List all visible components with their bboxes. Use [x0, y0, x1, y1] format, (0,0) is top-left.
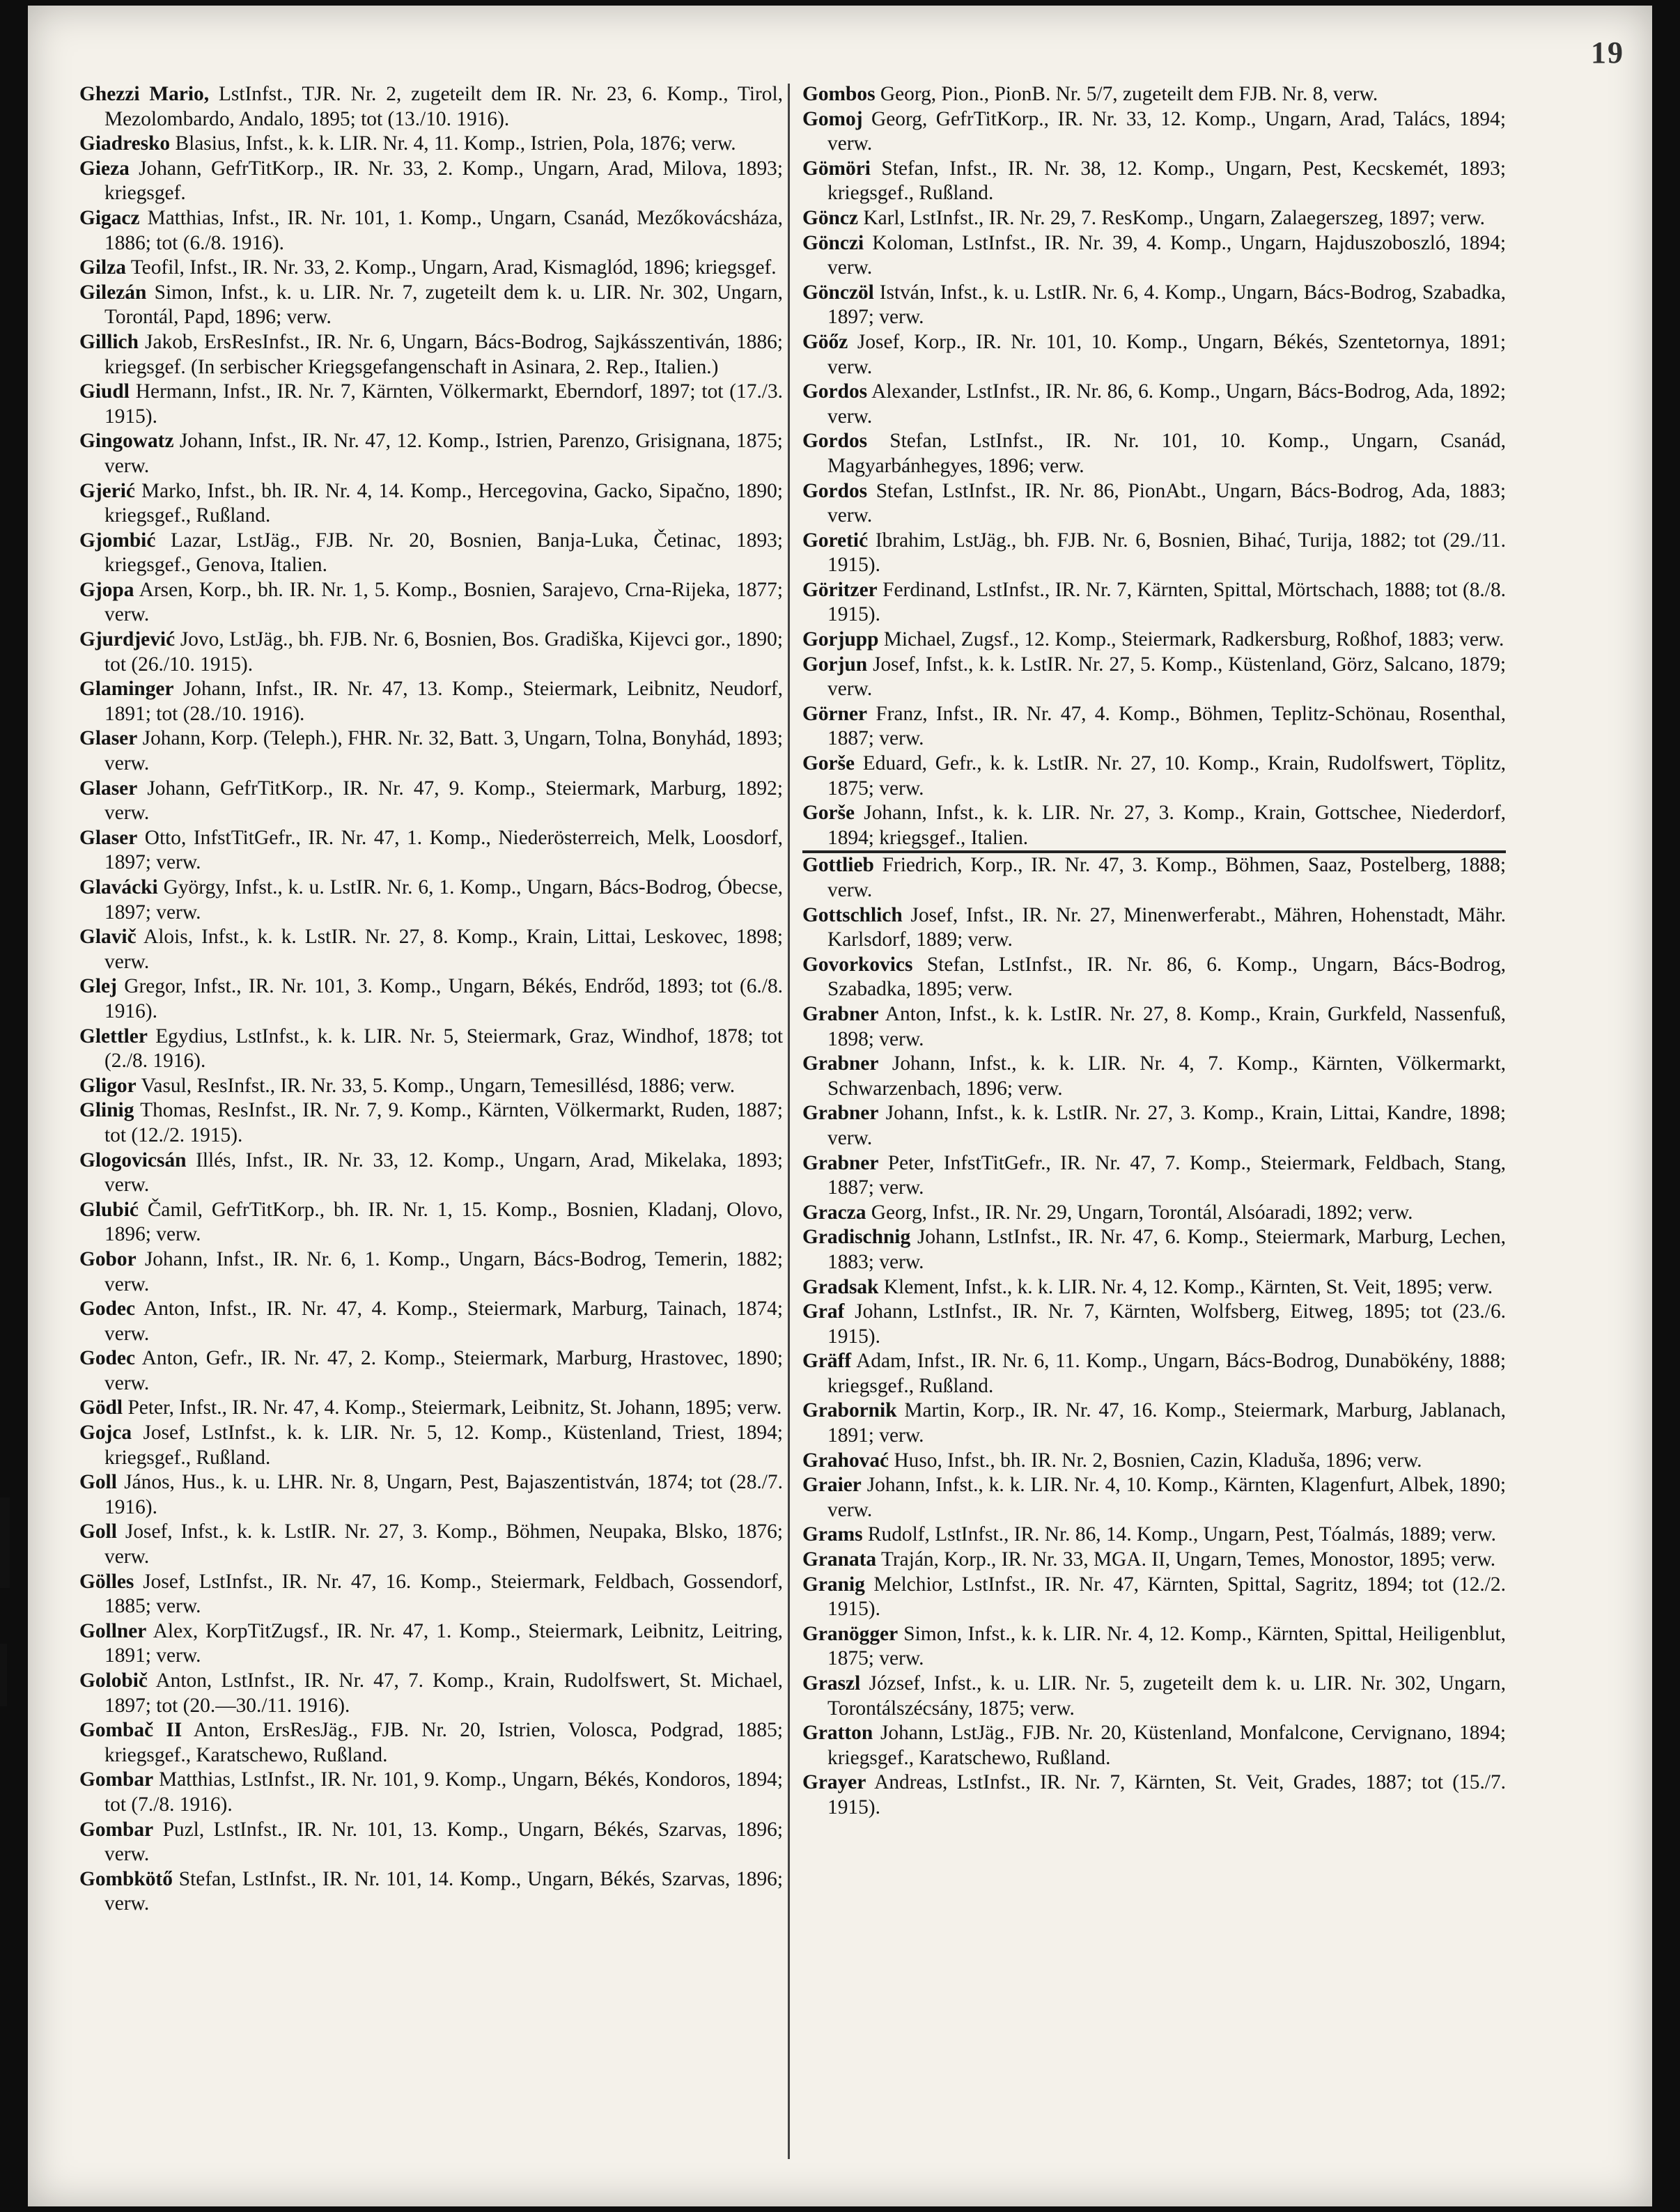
register-entry — [802, 1672, 1506, 1721]
entry-details: Johann, Infst., k. k. LIR. Nr. 4, 7. Komp., Kärnten, Völkermarkt, Schwarzenbach, 1896; verw. — [827, 1052, 1506, 1100]
entry-surname: Gilezán — [79, 281, 147, 304]
entry-surname: Gracza — [802, 1201, 866, 1224]
page-edge-mark — [0, 1644, 7, 1706]
register-entry — [79, 974, 783, 1024]
entry-surname: Granig — [802, 1573, 865, 1596]
entry-details: Matthias, LstInfst., IR. Nr. 101, 9. Komp., Ungarn, Békés, Kondoros, 1894; tot (7./8. 1916). — [104, 1768, 783, 1816]
register-entry — [79, 206, 783, 256]
entry-surname: Graf — [802, 1300, 845, 1323]
register-entry — [802, 82, 1506, 107]
entry-details: Johann, GefrTitKorp., IR. Nr. 47, 9. Komp., Steiermark, Marburg, 1892; verw. — [104, 777, 783, 825]
entry-details: Lazar, LstJäg., FJB. Nr. 20, Bosnien, Banja-Luka, Četinac, 1893; kriegsgef., Genova, Italien. — [104, 529, 783, 577]
entry-surname: Giadresko — [79, 132, 171, 155]
entry-details: Stefan, LstInfst., IR. Nr. 86, 6. Komp., Ungarn, Bács-Bodrog, Szabadka, 1895; verw. — [827, 953, 1506, 1001]
entry-surname: Gödl — [79, 1396, 123, 1419]
entry-surname: Gönczi — [802, 231, 864, 254]
entry-details: József, Infst., k. u. LIR. Nr. 5, zugeteilt dem k. u. LIR. Nr. 302, Ungarn, Torontálszécsány, 1875; verw. — [827, 1672, 1506, 1720]
register-entry — [802, 1300, 1506, 1349]
entry-surname: Glaser — [79, 777, 138, 800]
register-entry — [802, 1399, 1506, 1448]
entry-surname: Godec — [79, 1347, 135, 1370]
register-entry — [79, 82, 783, 132]
entry-details: Karl, LstInfst., IR. Nr. 29, 7. ResKomp., Ungarn, Zalaegerszeg, 1897; verw. — [863, 206, 1486, 229]
register-entry — [802, 1573, 1506, 1622]
register-entry — [802, 1449, 1506, 1474]
register-entry — [79, 578, 783, 628]
entry-surname: Glaser — [79, 826, 138, 849]
register-entry — [79, 1669, 783, 1718]
register-entry — [802, 1275, 1506, 1300]
register-entry — [802, 1473, 1506, 1522]
entry-surname: Gönczöl — [802, 281, 874, 304]
register-entry — [802, 1101, 1506, 1151]
register-entry — [79, 1074, 783, 1099]
entry-details: Georg, Pion., PionB. Nr. 5/7, zugeteilt dem FJB. Nr. 8, verw. — [880, 83, 1378, 105]
register-entry — [802, 1052, 1506, 1101]
entry-details: Puzl, LstInfst., IR. Nr. 101, 13. Komp., Ungarn, Békés, Szarvas, 1896; verw. — [104, 1818, 783, 1866]
entry-details: LstInfst., TJR. Nr. 2, zugeteilt dem IR. Nr. 23, 6. Komp., Tirol, Mezolombardo, Andalo, 1895; tot (13./10. 1916). — [104, 83, 783, 130]
register-entry — [79, 1570, 783, 1619]
entry-details: Johann, Infst., IR. Nr. 6, 1. Komp., Ungarn, Bács-Bodrog, Temerin, 1882; verw. — [104, 1247, 783, 1295]
entry-details: Johann, Infst., IR. Nr. 47, 13. Komp., Steiermark, Leibnitz, Neudorf, 1891; tot (28./10. 1916). — [104, 678, 783, 725]
entry-surname: Graszl — [802, 1672, 861, 1695]
entry-surname: Glubić — [79, 1198, 139, 1221]
entry-details: Josef, Korp., IR. Nr. 101, 10. Komp., Ungarn, Békés, Szentetornya, 1891; verw. — [827, 330, 1506, 378]
entry-details: Stefan, LstInfst., IR. Nr. 101, 14. Komp., Ungarn, Békés, Szarvas, 1896; verw. — [104, 1867, 783, 1915]
register-entry — [802, 1721, 1506, 1770]
entry-surname: Gombar — [79, 1818, 154, 1841]
register-entry — [802, 1548, 1506, 1573]
register-entry — [802, 479, 1506, 529]
register-entry — [79, 628, 783, 677]
entry-details: Johann, Infst., k. k. LIR. Nr. 27, 3. Komp., Krain, Gottschee, Niederdorf, 1894; kriegsgef., Italien. — [827, 802, 1506, 849]
entry-details: Thomas, ResInfst., IR. Nr. 7, 9. Komp., Kärnten, Völkermarkt, Ruden, 1887; tot (12./2. 1915). — [104, 1099, 783, 1146]
register-entry — [802, 702, 1506, 751]
entry-surname: Gottschlich — [802, 903, 903, 926]
entry-details: Simon, Infst., k. u. LIR. Nr. 7, zugeteilt dem k. u. LIR. Nr. 302, Ungarn, Torontál, Papd, 1896; verw. — [104, 281, 783, 329]
entry-surname: Gligor — [79, 1074, 137, 1097]
entry-details: Klement, Infst., k. k. LIR. Nr. 4, 12. Komp., Kärnten, St. Veit, 1895; verw. — [883, 1275, 1493, 1298]
entry-surname: Granata — [802, 1548, 877, 1571]
register-entry — [79, 1768, 783, 1817]
entry-details: Anton, ErsResJäg., FJB. Nr. 20, Istrien, Volosca, Podgrad, 1885; kriegsgef., Karatschewo, Rußland. — [104, 1719, 783, 1766]
entry-details: Melchior, LstInfst., IR. Nr. 47, Kärnten, Spittal, Sagritz, 1894; tot (12./2. 1915). — [827, 1573, 1506, 1621]
register-entry — [79, 1818, 783, 1867]
entry-details: Josef, LstInfst., IR. Nr. 47, 16. Komp., Steiermark, Feldbach, Gossendorf, 1885; verw. — [104, 1570, 783, 1618]
register-entry — [79, 1619, 783, 1669]
entry-details: Illés, Infst., IR. Nr. 33, 12. Komp., Ungarn, Arad, Mikelaka, 1893; verw. — [104, 1148, 783, 1197]
entry-surname: Gomoj — [802, 107, 863, 130]
entry-details: Friedrich, Korp., IR. Nr. 47, 3. Komp., Böhmen, Saaz, Postelberg, 1888; verw. — [827, 854, 1506, 901]
register-entry — [79, 1025, 783, 1074]
page-edge-mark — [0, 1497, 10, 1588]
register-entry — [79, 1346, 783, 1396]
entry-surname: Gojca — [79, 1422, 132, 1444]
entry-surname: Goretić — [802, 529, 869, 552]
entry-surname: Gigacz — [79, 206, 140, 229]
entry-details: Simon, Infst., k. k. LIR. Nr. 4, 12. Komp., Kärnten, Spittal, Heiligenblut, 1875; verw. — [827, 1622, 1506, 1670]
entry-surname: Gobor — [79, 1247, 137, 1270]
register-entry — [802, 578, 1506, 628]
entry-details: Čamil, GefrTitKorp., bh. IR. Nr. 1, 15. Komp., Bosnien, Kladanj, Olovo, 1896; verw. — [104, 1198, 783, 1246]
entry-surname: Gräff — [802, 1350, 852, 1373]
register-entry — [802, 231, 1506, 281]
register-entry — [802, 1770, 1506, 1820]
entry-details: Johann, Infst., IR. Nr. 47, 12. Komp., Istrien, Parenzo, Grisignana, 1875; verw. — [104, 430, 783, 477]
entry-surname: Glinig — [79, 1099, 134, 1122]
entry-surname: Gradsak — [802, 1275, 879, 1298]
register-entry — [802, 903, 1506, 953]
entry-details: Alex, KorpTitZugsf., IR. Nr. 47, 1. Komp., Steiermark, Leibnitz, Leitring, 1891; verw. — [104, 1619, 783, 1667]
entry-surname: Gjombić — [79, 529, 156, 552]
register-entry — [79, 1867, 783, 1917]
register-entry — [79, 132, 783, 157]
right-column — [802, 82, 1506, 1821]
entry-details: Anton, Infst., k. k. LstIR. Nr. 27, 8. Komp., Krain, Gurkfeld, Nassenfuß, 1898; verw. — [827, 1002, 1506, 1050]
entry-details: Michael, Zugsf., 12. Komp., Steiermark, Radkersburg, Roßhof, 1883; verw. — [883, 628, 1504, 651]
register-entry — [79, 256, 783, 281]
entry-details: Josef, Infst., k. k. LstIR. Nr. 27, 3. Komp., Böhmen, Neupaka, Blsko, 1876; verw. — [104, 1520, 783, 1568]
column-divider — [788, 84, 790, 2159]
entry-surname: Godec — [79, 1298, 135, 1321]
entry-surname: Grayer — [802, 1771, 866, 1794]
entry-details: Franz, Infst., IR. Nr. 47, 4. Komp., Böhmen, Teplitz-Schönau, Rosenthal, 1887; verw. — [827, 702, 1507, 750]
register-entry — [802, 801, 1506, 853]
entry-surname: Gordos — [802, 380, 868, 403]
register-entry — [79, 1198, 783, 1247]
entry-details: Andreas, LstInfst., IR. Nr. 7, Kärnten, St. Veit, Grades, 1887; tot (15./7. 1915). — [827, 1771, 1506, 1818]
entry-details: Arsen, Korp., bh. IR. Nr. 1, 5. Komp., Bosnien, Sarajevo, Crna-Rijeka, 1877; verw. — [104, 578, 783, 626]
entry-details: Georg, Infst., IR. Nr. 29, Ungarn, Torontál, Alsóaradi, 1892; verw. — [871, 1201, 1413, 1224]
entry-details: Josef, Infst., k. k. LstIR. Nr. 27, 5. Komp., Küstenland, Görz, Salcano, 1879; verw. — [827, 653, 1506, 701]
register-entry — [79, 1718, 783, 1768]
register-entry — [802, 1225, 1506, 1275]
register-entry — [79, 1520, 783, 1569]
register-entry — [802, 1522, 1506, 1548]
entry-details: Josef, Infst., IR. Nr. 27, Minenwerferabt., Mähren, Hohenstadt, Mähr. Karlsdorf, 1889; verw. — [827, 903, 1506, 951]
register-entry — [802, 330, 1506, 380]
page-number: 19 — [1591, 36, 1624, 70]
register-entry — [79, 380, 783, 429]
entry-surname: Gordos — [802, 479, 868, 502]
entry-surname: Gjopa — [79, 578, 134, 601]
entry-details: Stefan, LstInfst., IR. Nr. 86, PionAbt., Ungarn, Bács-Bodrog, Ada, 1883; verw. — [827, 479, 1506, 527]
entry-details: Stefan, LstInfst., IR. Nr. 101, 10. Komp., Ungarn, Csanád, Magyarbánhegyes, 1896; verw. — [827, 430, 1506, 477]
entry-surname: Göritzer — [802, 578, 878, 601]
entry-surname: Gillich — [79, 330, 139, 353]
entry-details: Peter, Infst., IR. Nr. 47, 4. Komp., Steiermark, Leibnitz, St. Johann, 1895; verw. — [127, 1396, 782, 1419]
entry-surname: Grabner — [802, 1052, 879, 1075]
entry-surname: Grams — [802, 1523, 863, 1546]
register-entry — [79, 529, 783, 578]
entry-surname: Granögger — [802, 1622, 899, 1645]
register-entry — [802, 751, 1506, 801]
entry-surname: Glaminger — [79, 678, 174, 701]
entry-details: Teofil, Infst., IR. Nr. 33, 2. Komp., Ungarn, Arad, Kismaglód, 1896; kriegsgef. — [130, 256, 777, 279]
entry-surname: Gjurdjević — [79, 628, 176, 651]
register-entry — [79, 479, 783, 529]
entry-surname: Gingowatz — [79, 430, 174, 453]
entry-surname: Glogovicsán — [79, 1148, 187, 1171]
entry-details: Stefan, Infst., IR. Nr. 38, 12. Komp., Ungarn, Pest, Kecskemét, 1893; kriegsgef., Rußland. — [827, 157, 1506, 205]
register-entry — [79, 157, 783, 206]
register-entry — [79, 1148, 783, 1198]
entry-surname: Grabner — [802, 1151, 879, 1174]
register-entry — [79, 875, 783, 925]
entry-surname: Golobič — [79, 1669, 148, 1692]
entry-details: Alois, Infst., k. k. LstIR. Nr. 27, 8. Komp., Krain, Littai, Leskovec, 1898; verw. — [104, 926, 783, 973]
register-entry — [79, 1421, 783, 1470]
entry-details: Ferdinand, LstInfst., IR. Nr. 7, Kärnten, Spittal, Mörtschach, 1888; tot (8./8. 1915). — [827, 578, 1506, 626]
register-entry — [79, 1247, 783, 1297]
entry-surname: Glavič — [79, 926, 137, 949]
entry-surname: Gollner — [79, 1619, 147, 1642]
entry-surname: Goll — [79, 1471, 117, 1494]
entry-details: György, Infst., k. u. LstIR. Nr. 6, 1. Komp., Ungarn, Bács-Bodrog, Óbecse, 1897; verw. — [104, 876, 783, 924]
entry-details: János, Hus., k. u. LHR. Nr. 8, Ungarn, Pest, Bajaszentistván, 1874; tot (28./7. 1916). — [104, 1471, 783, 1518]
register-entry — [802, 1622, 1506, 1672]
entry-surname: Gradischnig — [802, 1226, 911, 1249]
entry-surname: Gombač II — [79, 1719, 182, 1742]
entry-surname: Gölles — [79, 1570, 134, 1593]
entry-details: Huso, Infst., bh. IR. Nr. 2, Bosnien, Cazin, Kladuša, 1896; verw. — [894, 1449, 1422, 1472]
entry-details: István, Infst., k. u. LstIR. Nr. 6, 4. Komp., Ungarn, Bács-Bodrog, Szabadka, 1897; verw. — [827, 281, 1506, 329]
entry-details: Anton, LstInfst., IR. Nr. 47, 7. Komp., Krain, Rudolfswert, St. Michael, 1897; tot (20.—30./11. 1916). — [104, 1669, 783, 1717]
entry-details: Otto, InfstTitGefr., IR. Nr. 47, 1. Komp., Niederösterreich, Melk, Loosdorf, 1897; verw. — [104, 826, 783, 874]
register-entry — [79, 429, 783, 478]
entry-surname: Gorjupp — [802, 628, 879, 651]
entry-surname: Gordos — [802, 430, 868, 453]
entry-surname: Gombar — [79, 1768, 154, 1791]
entry-details: Georg, GefrTitKorp., IR. Nr. 33, 12. Komp., Ungarn, Arad, Talács, 1894; verw. — [827, 107, 1506, 155]
register-entry — [802, 628, 1506, 653]
document-page — [28, 6, 1652, 2206]
entry-details: Johann, Infst., k. k. LIR. Nr. 4, 10. Komp., Kärnten, Klagenfurt, Albek, 1890; verw. — [827, 1474, 1506, 1521]
entry-surname: Ghezzi Mario, — [79, 83, 210, 105]
entry-surname: Göőz — [802, 330, 848, 353]
register-entry — [802, 853, 1506, 903]
register-entry — [802, 1151, 1506, 1201]
register-entry — [79, 677, 783, 726]
entry-details: Anton, Gefr., IR. Nr. 47, 2. Komp., Steiermark, Marburg, Hrastovec, 1890; verw. — [104, 1347, 783, 1394]
register-entry — [79, 726, 783, 776]
entry-details: Martin, Korp., IR. Nr. 47, 16. Komp., Steiermark, Marburg, Jablanach, 1891; verw. — [827, 1399, 1506, 1447]
entry-details: Alexander, LstInfst., IR. Nr. 86, 6. Komp., Ungarn, Bács-Bodrog, Ada, 1892; verw. — [827, 380, 1506, 428]
entry-surname: Gieza — [79, 157, 130, 180]
entry-surname: Govorkovics — [802, 953, 913, 976]
register-entry — [802, 157, 1506, 206]
entry-details: Josef, LstInfst., k. k. LIR. Nr. 5, 12. Komp., Küstenland, Triest, 1894; kriegsgef., Rußland. — [104, 1422, 783, 1469]
register-entry — [802, 1002, 1506, 1052]
entry-details: Johann, Infst., k. k. LstIR. Nr. 27, 3. Komp., Krain, Littai, Kandre, 1898; verw. — [827, 1102, 1506, 1149]
entry-details: Anton, Infst., IR. Nr. 47, 4. Komp., Steiermark, Marburg, Tainach, 1874; verw. — [104, 1298, 783, 1345]
entry-surname: Gjerić — [79, 479, 135, 502]
entry-details: Jovo, LstJäg., bh. FJB. Nr. 6, Bosnien, Bos. Gradiška, Kijevci gor., 1890; tot (26./10. 1915). — [104, 628, 783, 676]
entry-surname: Gombos — [802, 83, 876, 105]
entry-surname: Görner — [802, 702, 868, 725]
register-entry — [79, 1396, 783, 1421]
entry-details: Adam, Infst., IR. Nr. 6, 11. Komp., Ungarn, Bács-Bodrog, Dunabökény, 1888; kriegsgef., Rußland. — [827, 1350, 1506, 1397]
register-entry — [79, 925, 783, 974]
entry-details: Vasul, ResInfst., IR. Nr. 33, 5. Komp., Ungarn, Temesillésd, 1886; verw. — [141, 1074, 736, 1097]
register-entry — [802, 107, 1506, 157]
register-entry — [802, 281, 1506, 330]
entry-details: Eduard, Gefr., k. k. LstIR. Nr. 27, 10. Komp., Krain, Rudolfswert, Töplitz, 1875; verw. — [827, 752, 1506, 800]
entry-details: Peter, InfstTitGefr., IR. Nr. 47, 7. Komp., Steiermark, Feldbach, Stang, 1887; verw. — [827, 1151, 1506, 1199]
entry-surname: Gorjun — [802, 653, 868, 676]
register-entry — [802, 953, 1506, 1002]
entry-surname: Glettler — [79, 1025, 148, 1047]
register-entry — [79, 1297, 783, 1346]
entry-surname: Gömöri — [802, 157, 871, 180]
entry-details: Johann, Korp. (Teleph.), FHR. Nr. 32, Batt. 3, Ungarn, Tolna, Bonyhád, 1893; verw. — [104, 727, 783, 775]
entry-surname: Grahovać — [802, 1449, 889, 1472]
entry-surname: Gilza — [79, 256, 126, 279]
entry-surname: Graier — [802, 1474, 862, 1497]
entry-details: Ibrahim, LstJäg., bh. FJB. Nr. 6, Bosnien, Bihać, Turija, 1882; tot (29./11. 1915). — [827, 529, 1506, 577]
entry-surname: Gorše — [802, 752, 855, 775]
entry-surname: Goll — [79, 1520, 117, 1543]
entry-details: Matthias, Infst., IR. Nr. 101, 1. Komp., Ungarn, Csanád, Mezőkovácsháza, 1886; tot (6./8. 1916). — [104, 206, 783, 254]
entry-surname: Gombkötő — [79, 1867, 173, 1890]
register-entry — [802, 529, 1506, 578]
register-entry — [802, 206, 1506, 231]
entry-details: Jakob, ErsResInfst., IR. Nr. 6, Ungarn, Bács-Bodrog, Sajkásszentiván, 1886; kriegsgef. (In serbischer Kriegsgefangenschaft in Asinara, 2. Rep., Italien.) — [104, 330, 783, 378]
entry-surname: Glavácki — [79, 876, 158, 898]
entry-surname: Gorše — [802, 802, 855, 825]
register-entry — [79, 1098, 783, 1148]
register-entry — [79, 281, 783, 330]
entry-details: Johann, LstJäg., FJB. Nr. 20, Küstenland, Monfalcone, Cervignano, 1894; kriegsgef., Karatschewo, Rußland. — [827, 1722, 1506, 1769]
entry-surname: Glaser — [79, 727, 138, 750]
entry-surname: Grabner — [802, 1102, 879, 1125]
register-entry — [79, 330, 783, 380]
register-entry — [79, 1470, 783, 1520]
register-entry — [802, 380, 1506, 429]
entry-surname: Grabornik — [802, 1399, 897, 1422]
register-entry — [802, 1201, 1506, 1226]
entry-details: Blasius, Infst., k. k. LIR. Nr. 4, 11. Komp., Istrien, Pola, 1876; verw. — [175, 132, 736, 155]
register-entry — [802, 653, 1506, 702]
entry-details: Egydius, LstInfst., k. k. LIR. Nr. 5, Steiermark, Graz, Windhof, 1878; tot (2./8. 1916). — [104, 1025, 783, 1073]
entry-surname: Göncz — [802, 206, 858, 229]
entry-details: Johann, LstInfst., IR. Nr. 47, 6. Komp., Steiermark, Marburg, Lechen, 1883; verw. — [827, 1226, 1506, 1273]
entry-surname: Glej — [79, 975, 117, 998]
entry-surname: Giudl — [79, 380, 130, 403]
register-entry — [802, 1349, 1506, 1399]
entry-details: Johann, LstInfst., IR. Nr. 7, Kärnten, Wolfsberg, Eitweg, 1895; tot (23./6. 1915). — [827, 1300, 1506, 1348]
entry-details: Johann, GefrTitKorp., IR. Nr. 33, 2. Komp., Ungarn, Arad, Milova, 1893; kriegsgef. — [104, 157, 784, 205]
entry-details: Gregor, Infst., IR. Nr. 101, 3. Komp., Ungarn, Békés, Endrőd, 1893; tot (6./8. 1916). — [104, 975, 783, 1022]
register-entry — [79, 777, 783, 826]
entry-surname: Grabner — [802, 1002, 879, 1025]
entry-surname: Gottlieb — [802, 854, 874, 877]
entry-details: Traján, Korp., IR. Nr. 33, MGA. II, Ungarn, Temes, Monostor, 1895; verw. — [880, 1548, 1496, 1571]
entry-details: Rudolf, LstInfst., IR. Nr. 86, 14. Komp., Ungarn, Pest, Tóalmás, 1889; verw. — [867, 1523, 1496, 1546]
entry-surname: Gratton — [802, 1722, 873, 1745]
register-entry — [79, 826, 783, 875]
left-column — [79, 82, 783, 1917]
entry-details: Koloman, LstInfst., IR. Nr. 39, 4. Komp., Ungarn, Hajduszoboszló, 1894; verw. — [827, 231, 1506, 279]
entry-details: Marko, Infst., bh. IR. Nr. 4, 14. Komp., Hercegovina, Gacko, Sipačno, 1890; kriegsgef., Rußland. — [104, 479, 783, 527]
register-entry — [802, 429, 1506, 478]
entry-details: Hermann, Infst., IR. Nr. 7, Kärnten, Völkermarkt, Eberndorf, 1897; tot (17./3. 1915). — [104, 380, 784, 428]
